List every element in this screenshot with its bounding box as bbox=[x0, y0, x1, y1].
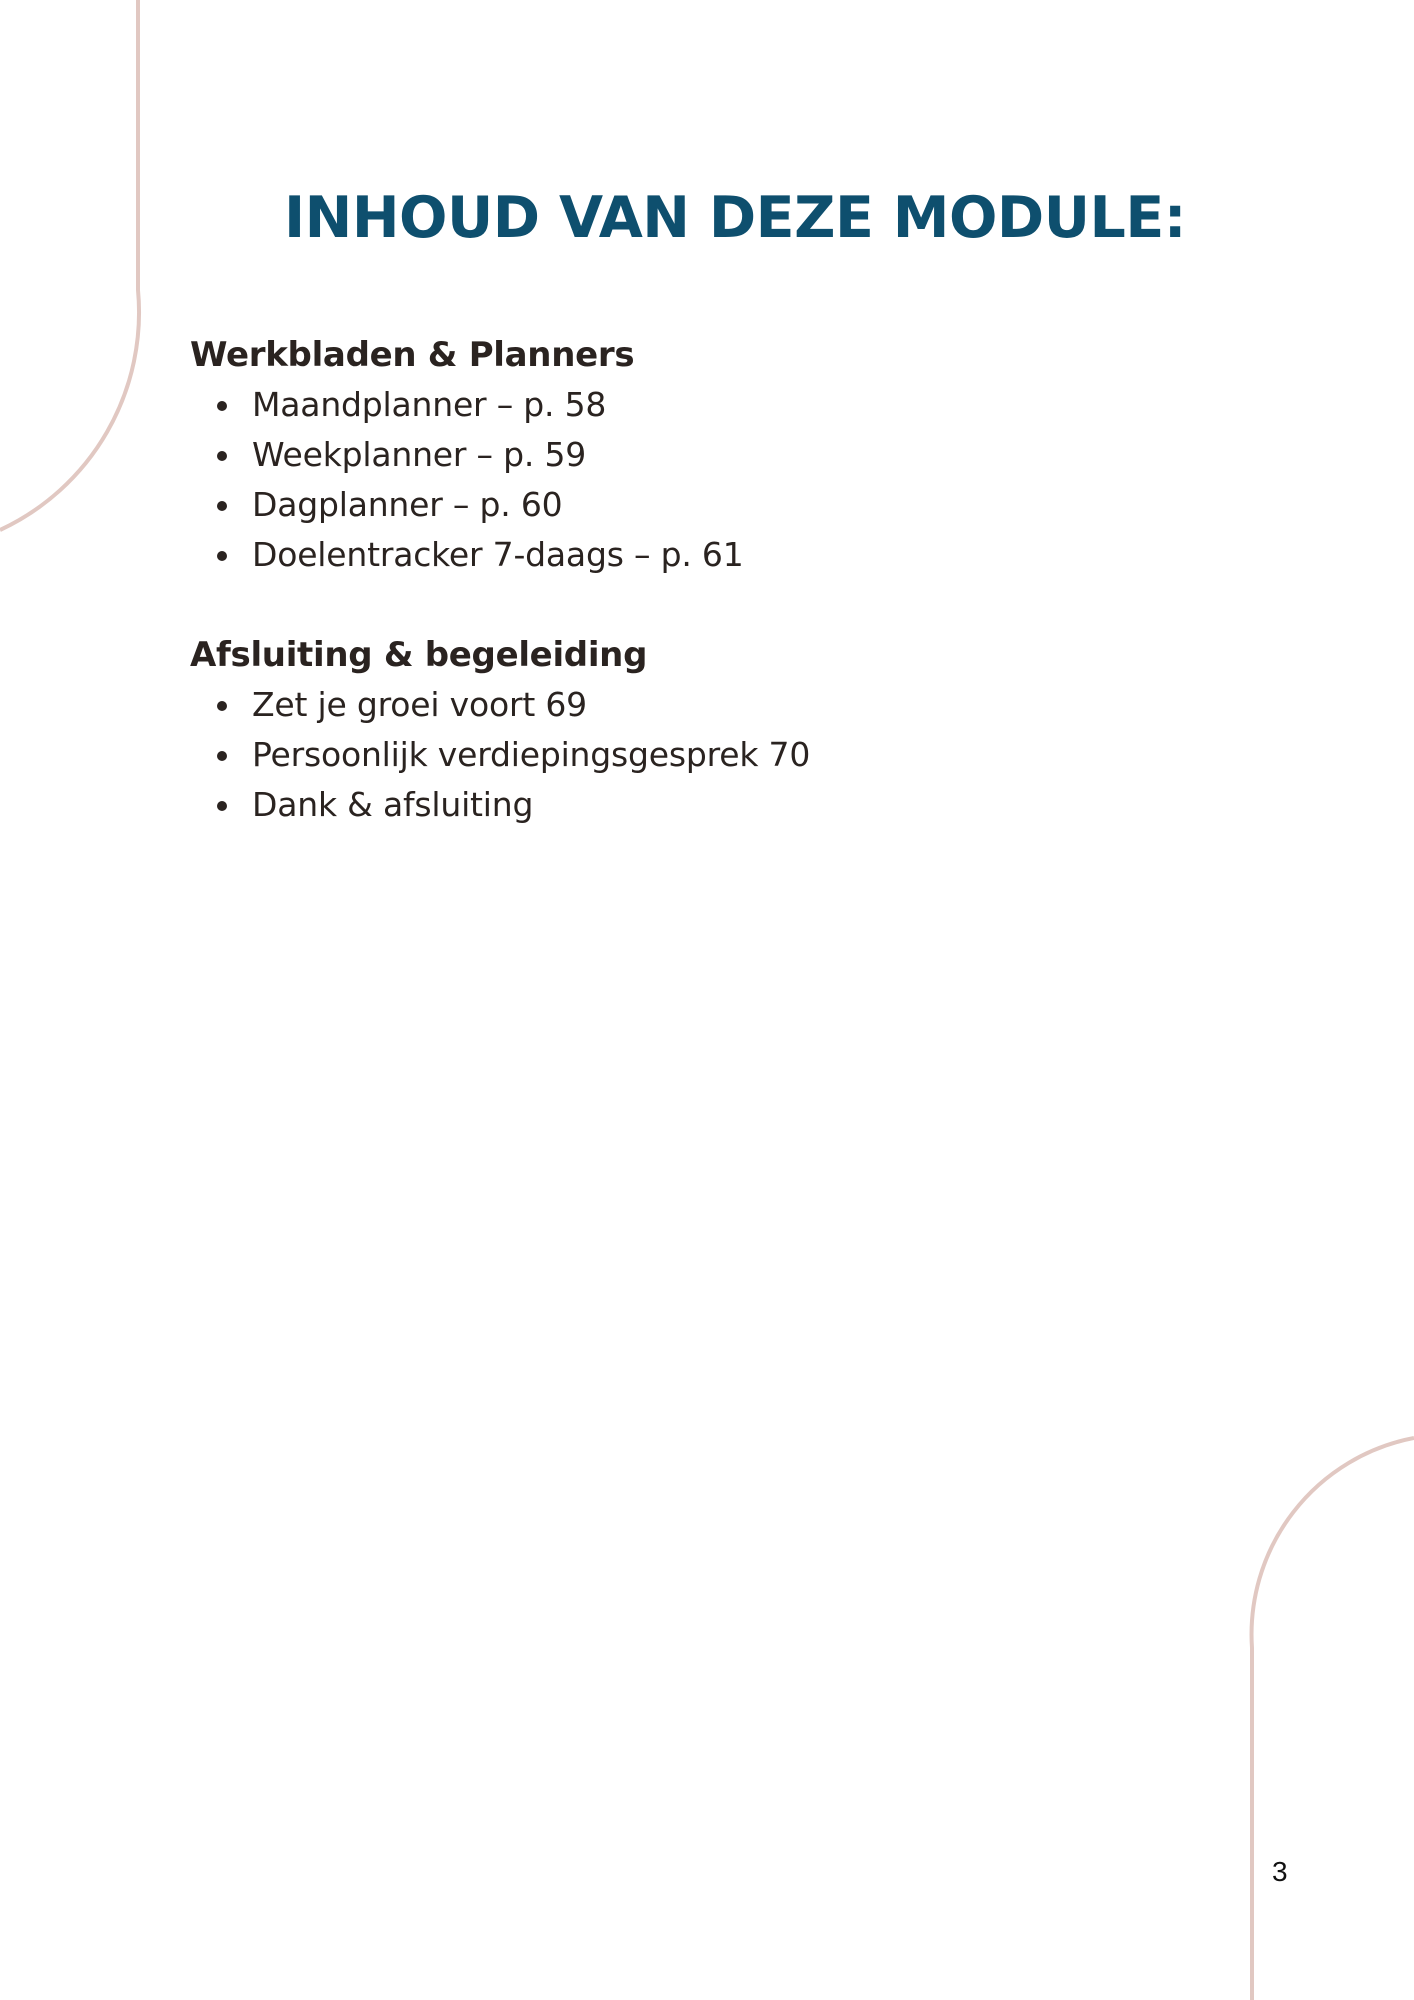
section-heading: Werkbladen & Planners bbox=[190, 335, 635, 375]
bullet-icon bbox=[217, 701, 227, 711]
section-werkbladen-planners bbox=[190, 330, 1090, 580]
bullet-icon bbox=[217, 401, 227, 411]
list-item bbox=[190, 680, 1090, 730]
list-item bbox=[190, 430, 1090, 480]
list-item bbox=[190, 530, 1090, 580]
list-item-text: Dagplanner – p. 60 bbox=[252, 485, 563, 524]
top-left-arc bbox=[0, 0, 139, 530]
section-item-list bbox=[190, 380, 1090, 580]
list-item bbox=[190, 380, 1090, 430]
list-item bbox=[190, 480, 1090, 530]
list-item-text: Persoonlijk verdiepingsgesprek 70 bbox=[252, 735, 811, 774]
bullet-icon bbox=[217, 451, 227, 461]
bullet-icon bbox=[217, 501, 227, 511]
section-heading: Afsluiting & begeleiding bbox=[190, 635, 648, 675]
list-item bbox=[190, 780, 1090, 830]
bullet-icon bbox=[217, 551, 227, 561]
list-item-text: Maandplanner – p. 58 bbox=[252, 385, 607, 424]
page-title: INHOUD VAN DEZE MODULE: bbox=[283, 185, 1187, 251]
page-number: 3 bbox=[1272, 1856, 1288, 1887]
section-afsluiting-begeleiding bbox=[190, 630, 1090, 830]
list-item bbox=[190, 730, 1090, 780]
section-item-list bbox=[190, 680, 1090, 830]
list-item-text: Dank & afsluiting bbox=[252, 785, 534, 824]
bottom-right-arc bbox=[1252, 1438, 1414, 2000]
bullet-icon bbox=[217, 801, 227, 811]
list-item-text: Doelentracker 7-daags – p. 61 bbox=[252, 535, 744, 574]
list-item-text: Zet je groei voort 69 bbox=[252, 685, 587, 724]
list-item-text: Weekplanner – p. 59 bbox=[252, 435, 587, 474]
bullet-icon bbox=[217, 751, 227, 761]
